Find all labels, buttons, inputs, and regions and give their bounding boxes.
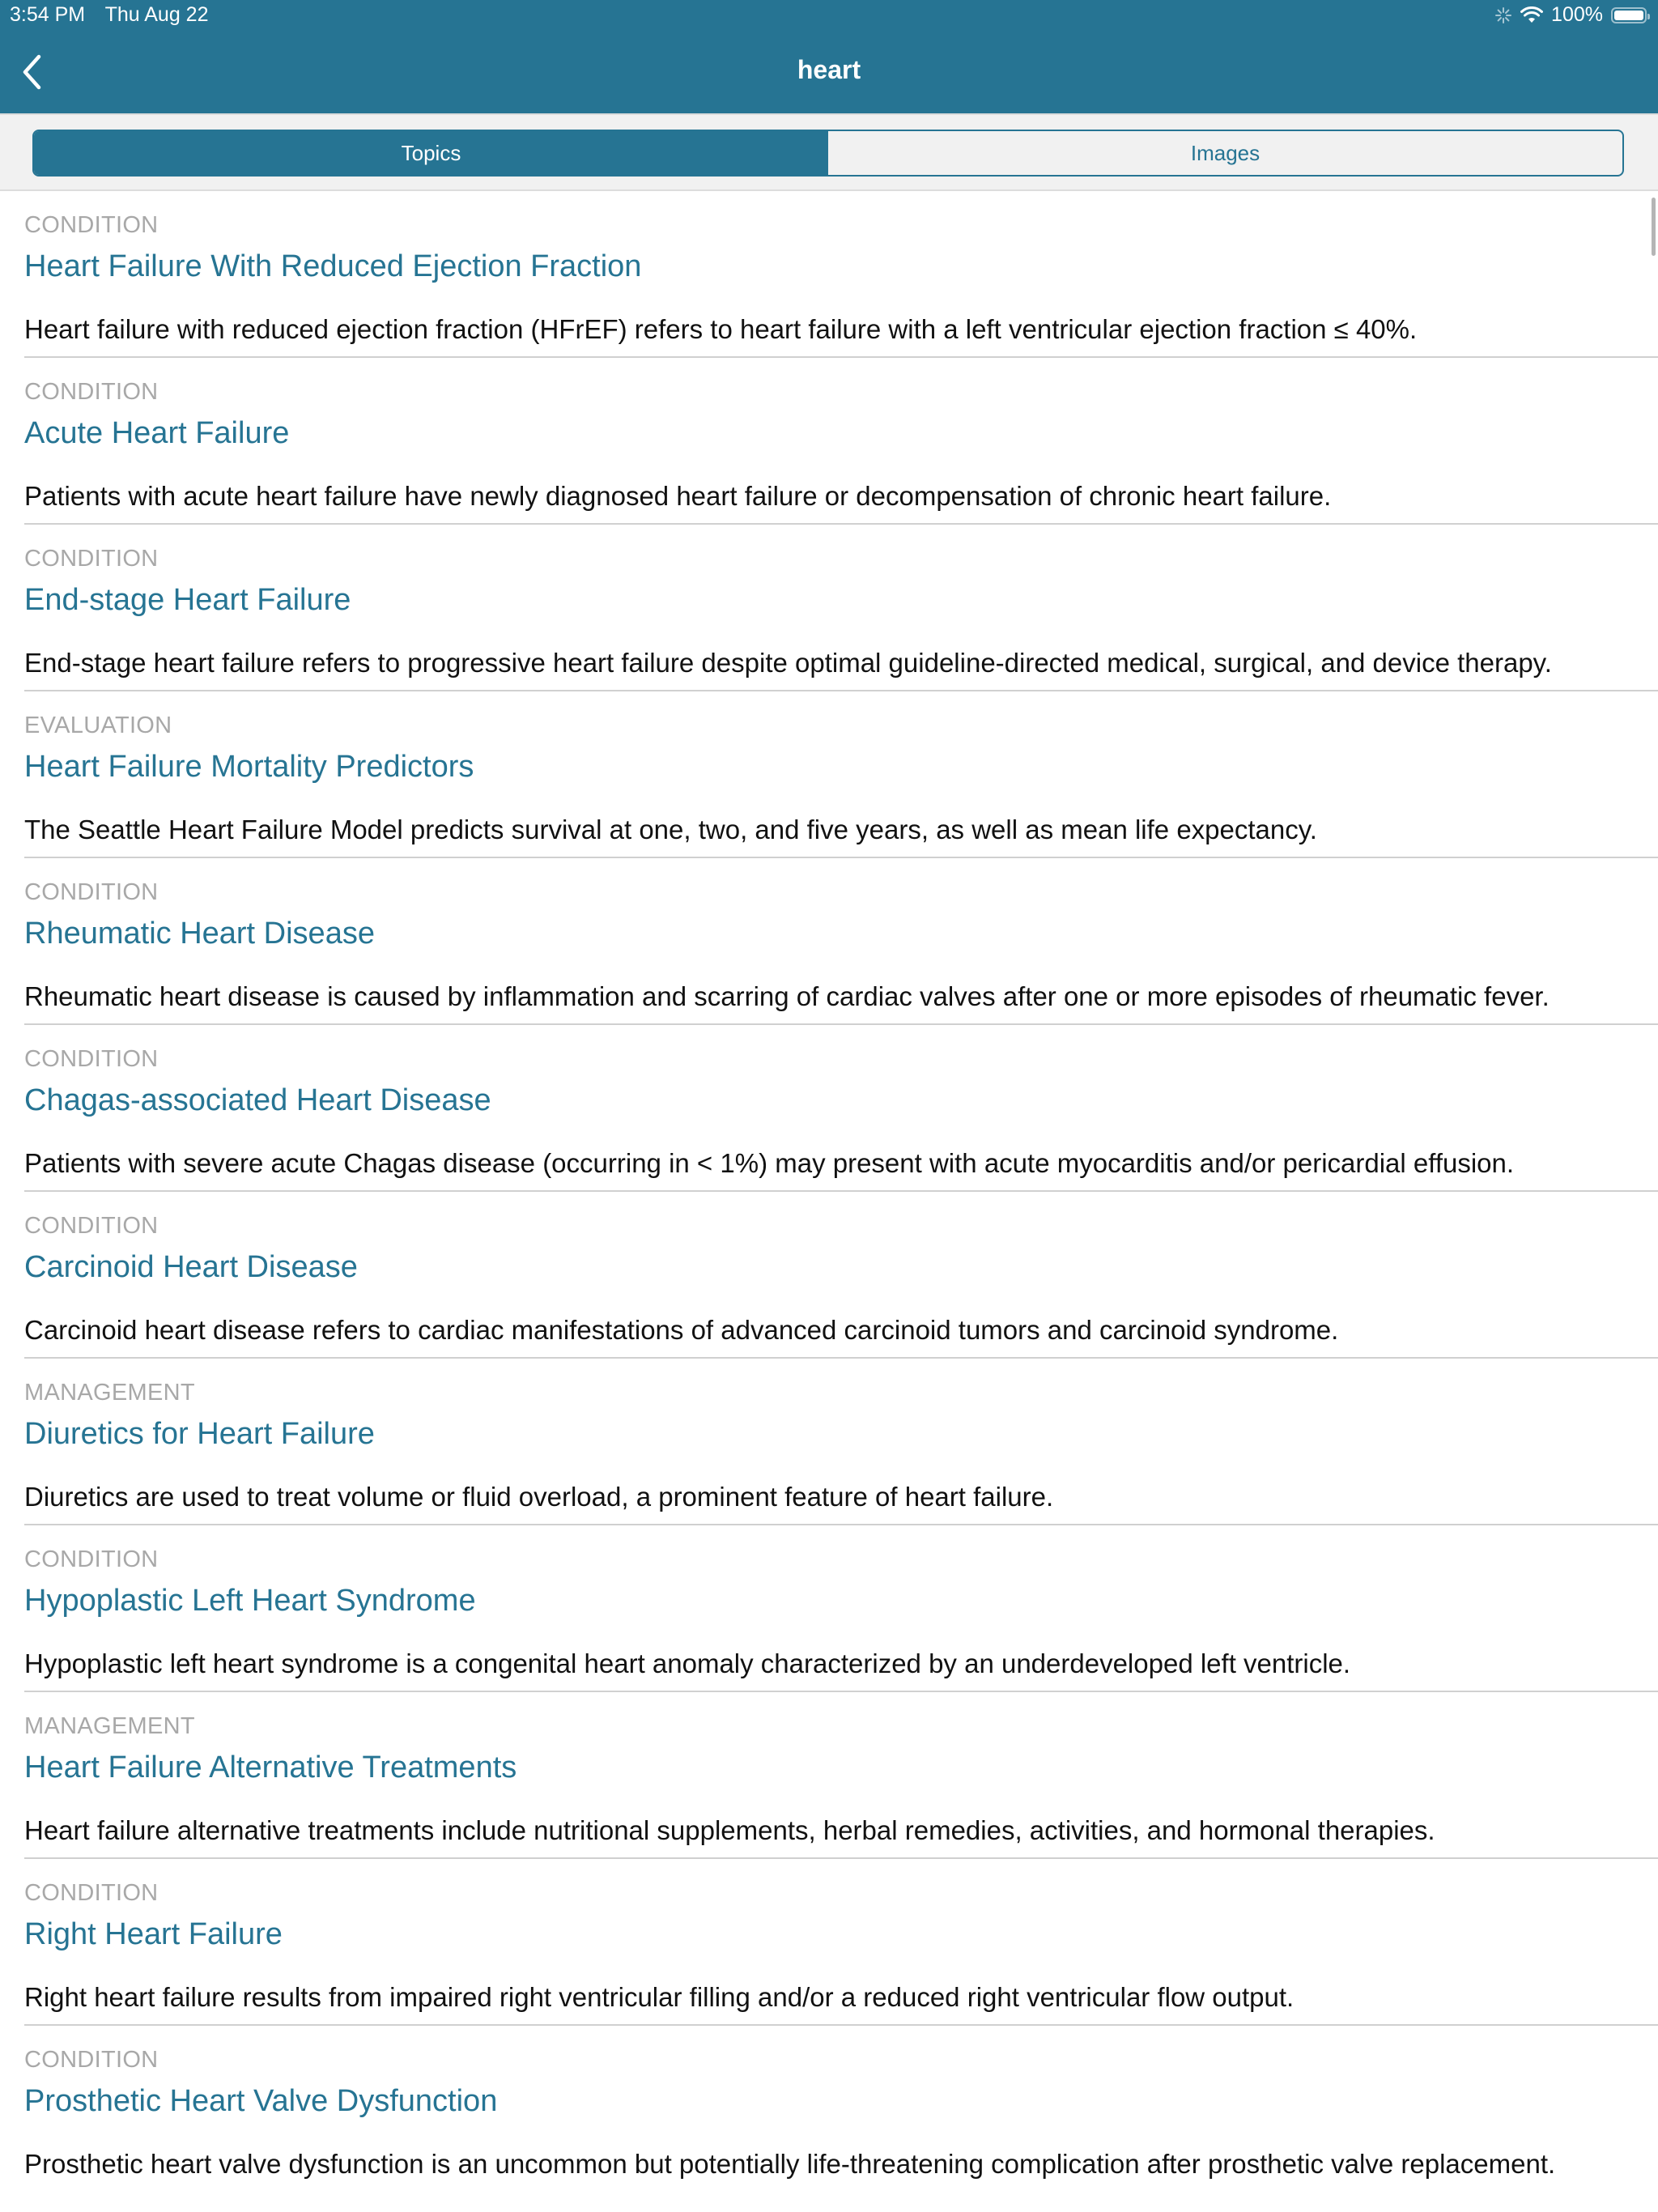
list-item[interactable] <box>0 858 1658 1025</box>
list-item[interactable] <box>0 525 1658 691</box>
item-title[interactable]: Heart Failure Alternative Treatments <box>24 1750 517 1784</box>
item-category: CONDITION <box>24 1046 159 1072</box>
item-title[interactable]: Acute Heart Failure <box>24 416 290 450</box>
list-item[interactable] <box>0 691 1658 858</box>
item-category: CONDITION <box>24 379 159 405</box>
item-title[interactable]: Heart Failure Mortality Predictors <box>24 750 474 784</box>
item-description: Patients with acute heart failure have newly diagnosed heart failure or decompensation of chronic heart failure. <box>24 481 1332 511</box>
status-date: Thu Aug 22 <box>104 3 209 26</box>
item-category: MANAGEMENT <box>24 1713 195 1739</box>
item-title[interactable]: Chagas-associated Heart Disease <box>24 1083 491 1117</box>
item-title[interactable]: Heart Failure With Reduced Ejection Fraction <box>24 249 642 283</box>
segmented-control <box>32 130 1624 177</box>
item-title[interactable]: Hypoplastic Left Heart Syndrome <box>24 1584 476 1618</box>
item-category: CONDITION <box>24 1880 159 1906</box>
list-item[interactable] <box>0 1359 1658 1525</box>
activity-spinner-icon <box>1494 6 1512 24</box>
battery-percentage: 100% <box>1551 3 1603 26</box>
list-item[interactable] <box>0 1025 1658 1192</box>
list-item[interactable] <box>0 191 1658 358</box>
item-category: CONDITION <box>24 212 159 238</box>
list-item[interactable] <box>0 1859 1658 2026</box>
item-category: CONDITION <box>24 879 159 905</box>
search-results-list <box>0 191 1658 2193</box>
item-description: Heart failure alternative treatments include nutritional supplements, herbal remedies, activities, and hormonal therapies. <box>24 1815 1435 1845</box>
item-description: End-stage heart failure refers to progressive heart failure despite optimal guideline-directed medical, surgical, and device therapy. <box>24 648 1552 678</box>
status-time: 3:54 PM <box>10 3 86 26</box>
status-bar-right <box>1494 3 1647 27</box>
item-title[interactable]: Prosthetic Heart Valve Dysfunction <box>24 2084 498 2118</box>
item-category: CONDITION <box>24 1213 159 1239</box>
item-category: CONDITION <box>24 546 159 572</box>
list-item[interactable] <box>0 1525 1658 1692</box>
list-item[interactable] <box>0 358 1658 525</box>
item-description: Right heart failure results from impaired right ventricular filling and/or a reduced right ventricular flow output. <box>24 1982 1295 2012</box>
item-title[interactable]: Right Heart Failure <box>24 1917 283 1951</box>
item-category: EVALUATION <box>24 713 172 738</box>
item-description: Diuretics are used to treat volume or fluid overload, a prominent feature of heart failure. <box>24 1482 1054 1512</box>
item-description: Carcinoid heart disease refers to cardiac manifestations of advanced carcinoid tumors and carcinoid syndrome. <box>24 1315 1339 1345</box>
status-bar-left <box>10 3 223 27</box>
list-item[interactable] <box>0 2026 1658 2193</box>
item-category: CONDITION <box>24 2047 159 2073</box>
wifi-icon <box>1520 6 1543 24</box>
list-item[interactable] <box>0 1192 1658 1359</box>
top-bar <box>0 0 1658 113</box>
item-title[interactable]: Carcinoid Heart Disease <box>24 1250 358 1284</box>
battery-icon <box>1611 7 1647 23</box>
item-title[interactable]: Diuretics for Heart Failure <box>24 1417 375 1451</box>
tab-topics[interactable]: Topics <box>34 131 828 175</box>
item-description: Patients with severe acute Chagas disease (occurring in < 1%) may present with acute myocarditis and/or pericardial effusion. <box>24 1148 1515 1178</box>
tab-images[interactable]: Images <box>1190 140 1261 165</box>
item-category: MANAGEMENT <box>24 1380 195 1406</box>
item-title[interactable]: End-stage Heart Failure <box>24 583 351 617</box>
page-title: heart <box>797 55 861 84</box>
item-description: Hypoplastic left heart syndrome is a congenital heart anomaly characterized by an underdeveloped left ventricle. <box>24 1648 1351 1678</box>
item-category: CONDITION <box>24 1546 159 1572</box>
list-item[interactable] <box>0 1692 1658 1859</box>
item-description: Heart failure with reduced ejection fraction (HFrEF) refers to heart failure with a left ventricular ejection fraction ≤ 40%. <box>24 314 1418 344</box>
item-description: The Seattle Heart Failure Model predicts survival at one, two, and five years, as well as mean life expectancy. <box>24 815 1317 844</box>
scrollbar[interactable] <box>1652 198 1656 256</box>
item-description: Prosthetic heart valve dysfunction is an uncommon but potentially life-threatening complication after prosthetic valve replacement. <box>24 2149 1556 2179</box>
item-description: Rheumatic heart disease is caused by inflammation and scarring of cardiac valves after one or more episodes of rheumatic fever. <box>24 981 1550 1011</box>
item-title[interactable]: Rheumatic Heart Disease <box>24 917 375 951</box>
segment-bar <box>0 113 1658 191</box>
